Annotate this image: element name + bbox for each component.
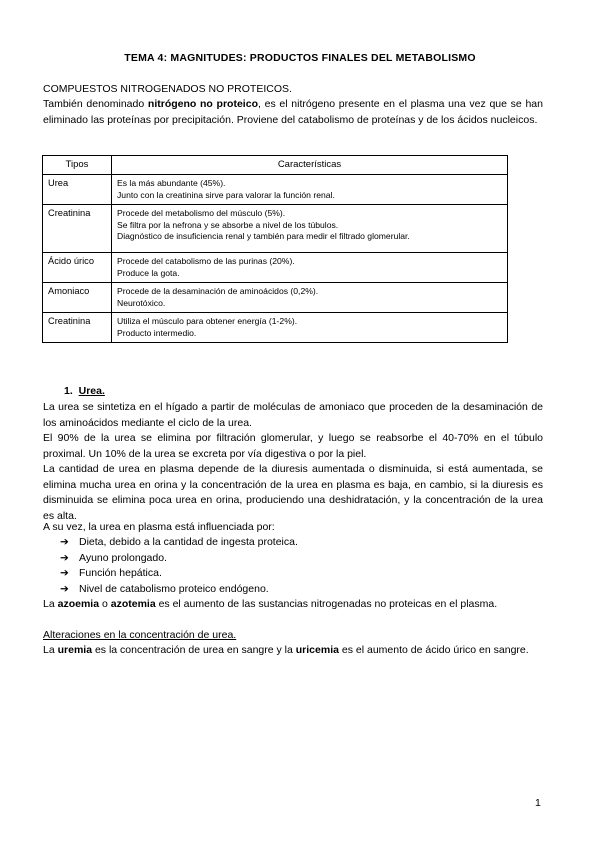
urea-heading <box>64 385 105 397</box>
table-row <box>43 313 508 343</box>
list-item-text: Función hepática. <box>79 567 162 579</box>
table-row <box>43 175 508 205</box>
text-run: La <box>43 598 58 610</box>
azotemia-paragraph <box>43 597 543 613</box>
term-uremia: uremia <box>57 644 93 656</box>
table-cell-type: Creatinina <box>43 313 112 343</box>
table-line: Procede del catabolismo de las purinas (20%). <box>117 256 295 266</box>
table-cell-type: Ácido úrico <box>43 253 112 283</box>
table-line: Utiliza el músculo para obtener energía (1-2%). <box>117 316 298 326</box>
text-run: La <box>43 644 58 656</box>
uremia-paragraph <box>43 643 543 659</box>
page-title: TEMA 4: MAGNITUDES: PRODUCTOS FINALES DEL METABOLISMO <box>124 52 476 64</box>
section-heading: COMPUESTOS NITROGENADOS NO PROTEICOS. <box>43 83 292 95</box>
influence-list <box>60 535 298 597</box>
table-line: Producto intermedio. <box>117 327 197 338</box>
term-azotemia: azotemia <box>110 598 156 610</box>
table-cell-characteristics <box>112 313 508 343</box>
table-line: Procede del metabolismo del músculo (5%). <box>117 208 286 218</box>
table-cell-characteristics <box>112 283 508 313</box>
list-item <box>60 582 298 598</box>
intro-paragraph <box>43 97 543 128</box>
table-cell-type: Creatinina <box>43 205 112 253</box>
list-item-text: Ayuno prolongado. <box>79 551 167 564</box>
urea-paragraph-2: El 90% de la urea se elimina por filtración glomerular, y luego se reabsorbe el 40-70% en el túbulo proximal. Un 10% de la urea se excreta por vía digestiva o por la piel. <box>43 432 543 460</box>
text-run: es el aumento de ácido úrico en sangre. <box>338 644 529 656</box>
table-cell-type: Amoniaco <box>43 283 112 313</box>
table-row <box>43 253 508 283</box>
urea-paragraph-4: A su vez, la urea en plasma está influenciada por: <box>43 521 275 533</box>
page-number: 1 <box>535 797 541 809</box>
table-line: Procede de la desaminación de aminoácidos (0,2%). <box>117 286 319 296</box>
table-line: Se filtra por la nefrona y se absorbe a nivel de los túbulos. <box>117 219 339 230</box>
list-item-text: Nivel de catabolismo proteico endógeno. <box>79 582 269 595</box>
arrow-icon: ➔ <box>60 567 69 579</box>
table-line: Diagnóstico de insuficiencia renal y también para medir el filtrado glomerular. <box>117 231 410 241</box>
text-run: es la concentración de urea en sangre y la <box>92 644 296 656</box>
table-line: Es la más abundante (45%). <box>117 178 226 188</box>
list-item <box>60 535 298 551</box>
table-cell-characteristics <box>112 205 508 253</box>
intro-bold: nitrógeno no proteico <box>147 98 258 110</box>
text-run: es el aumento de las sustancias nitrogenadas no proteicas en el plasma. <box>155 598 498 610</box>
urea-paragraph-1: La urea se sintetiza en el hígado a partir de moléculas de amoniaco que proceden de la desaminación de los aminoácidos mediante el ciclo de la urea. <box>43 401 543 429</box>
list-item <box>60 566 298 582</box>
term-uricemia: uricemia <box>295 644 339 656</box>
urea-heading-label: Urea. <box>78 385 105 397</box>
arrow-icon: ➔ <box>60 582 69 595</box>
table-header-row <box>43 156 508 175</box>
table-line: Junto con la creatinina sirve para valorar la función renal. <box>117 189 335 200</box>
alterations-heading: Alteraciones en la concentración de urea. <box>43 629 237 641</box>
compounds-table <box>42 155 508 343</box>
table-line: Neurotóxico. <box>117 297 166 308</box>
table-cell-characteristics <box>112 253 508 283</box>
table-line: Produce la gota. <box>117 267 180 278</box>
list-item-text: Dieta, debido a la cantidad de ingesta proteica. <box>79 536 298 548</box>
urea-paragraph-3: La cantidad de urea en plasma depende de la diuresis aumentada o disminuida, si está aumentada, se elimina mucha urea en orina y la concentración de la urea en plasma es baja, en cambio, si la diuresis es disminuida se elimina poca urea en orina, produciendo una deshidratación, y la concentración de la urea es alta. <box>43 463 543 522</box>
urea-heading-number: 1. <box>64 385 73 397</box>
table-row <box>43 283 508 313</box>
table-header-tipos: Tipos <box>43 156 112 175</box>
arrow-icon: ➔ <box>60 551 69 564</box>
table-header-caracteristicas: Características <box>112 156 508 175</box>
table-cell-type: Urea <box>43 175 112 205</box>
text-run: o <box>99 598 111 610</box>
list-item <box>60 551 298 567</box>
table-cell-characteristics <box>112 175 508 205</box>
arrow-icon: ➔ <box>60 536 69 548</box>
table-row <box>43 205 508 253</box>
intro-post: , es el nitrógeno presente en el plasma una vez que se han eliminado las proteínas por precipitación. Proviene del catabolismo de proteínas y de los ácidos nucleicos. <box>43 98 543 126</box>
term-azoemia: azoemia <box>57 598 100 610</box>
intro-pre: También denominado <box>43 98 148 110</box>
